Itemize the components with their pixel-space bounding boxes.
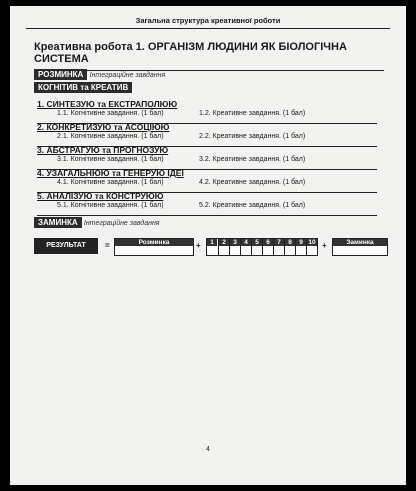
equals-sign: = — [105, 241, 110, 250]
score-cell-4[interactable] — [240, 239, 251, 255]
result-label: РЕЗУЛЬТАТ — [34, 238, 98, 254]
score-cell-number: 3 — [230, 239, 240, 246]
task-row — [37, 110, 387, 121]
cognitive-task: 2.1. Когнітивне завдання. (1 бал) — [57, 133, 164, 140]
score-cell-10[interactable] — [306, 239, 317, 255]
score-cell-2[interactable] — [218, 239, 229, 255]
section-heading: 1. СИНТЕЗУЮ та ЕКСТРАПОЛЮЮ — [37, 99, 178, 109]
score-cell-9[interactable] — [295, 239, 306, 255]
cognitive-task: 4.1. Когнітивне завдання. (1 бал) — [57, 179, 164, 186]
creative-task: 3.2. Креативне завдання. (1 бал) — [199, 156, 306, 163]
score-cell-7[interactable] — [273, 239, 284, 255]
score-cell-number: 8 — [285, 239, 295, 246]
score-cell-number: 7 — [274, 239, 284, 246]
score-cell-8[interactable] — [284, 239, 295, 255]
score-cell-3[interactable] — [229, 239, 240, 255]
section-heading: 4. УЗАГАЛЬНЮЮ та ГЕНЕРУЮ ІДЕЇ — [37, 168, 184, 178]
score-cell-number: 9 — [296, 239, 306, 246]
cooldown-note: Інтеграційне завдання — [83, 220, 160, 227]
score-cell-6[interactable] — [262, 239, 273, 255]
cooldown-row — [34, 218, 160, 227]
section-3 — [37, 145, 387, 170]
warmup-note: Інтеграційне завдання — [89, 72, 166, 79]
task-row — [37, 202, 387, 213]
section-divider — [37, 215, 377, 216]
score-cell-number: 4 — [241, 239, 251, 246]
score-cell-1[interactable] — [207, 239, 217, 255]
task-row — [37, 133, 387, 144]
task-scores-box — [206, 238, 318, 256]
section-heading: 3. АБСТРАГУЮ та ПРОГНОЗУЮ — [37, 145, 169, 155]
score-cell-5[interactable] — [251, 239, 262, 255]
block-title: КОГНІТИВ та КРЕАТИВ — [34, 82, 132, 93]
plus-sign: + — [322, 241, 327, 250]
creative-task: 2.2. Креативне завдання. (1 бал) — [199, 133, 306, 140]
section-4 — [37, 168, 387, 193]
warmup-score-header: Розминка — [115, 239, 193, 246]
score-cell-number: 2 — [219, 239, 229, 246]
score-cell-number: 10 — [308, 239, 316, 246]
cooldown-label: ЗАМИНКА — [34, 217, 82, 228]
score-cell-number: 5 — [252, 239, 262, 246]
section-2 — [37, 122, 387, 147]
score-cell-number: 6 — [263, 239, 273, 246]
creative-task: 1.2. Креативне завдання. (1 бал) — [199, 110, 306, 117]
task-row — [37, 156, 387, 167]
cognitive-task: 5.1. Когнітивне завдання. (1 бал) — [57, 202, 164, 209]
section-5 — [37, 191, 387, 216]
warmup-score-box[interactable] — [114, 238, 194, 256]
warmup-row — [34, 70, 165, 79]
block-title-row — [34, 83, 132, 92]
section-heading: 2. КОНКРЕТИЗУЮ та АСОЦІЮЮ — [37, 122, 170, 132]
score-cell-number: 1 — [207, 239, 217, 246]
page-header: Загальна структура креативної роботи — [26, 16, 390, 29]
creative-task: 5.2. Креативне завдання. (1 бал) — [199, 202, 306, 209]
cooldown-score-header: Заминка — [333, 239, 387, 246]
result-row — [34, 238, 388, 254]
document-page — [10, 6, 406, 485]
cognitive-task: 3.1. Когнітивне завдання. (1 бал) — [57, 156, 164, 163]
section-1 — [37, 99, 387, 124]
cognitive-task: 1.1. Когнітивне завдання. (1 бал) — [57, 110, 164, 117]
cooldown-score-box[interactable] — [332, 238, 388, 256]
creative-task: 4.2. Креативне завдання. (1 бал) — [199, 179, 306, 186]
page-number: 4 — [206, 446, 210, 453]
page-title: Креативна робота 1. ОРГАНІЗМ ЛЮДИНИ ЯК БІОЛОГІЧНА СИСТЕМА — [34, 41, 384, 71]
task-row — [37, 179, 387, 190]
section-heading: 5. АНАЛІЗУЮ та КОНСТРУЮЮ — [37, 191, 164, 201]
warmup-label: РОЗМИНКА — [34, 69, 87, 80]
plus-sign: + — [196, 241, 201, 250]
